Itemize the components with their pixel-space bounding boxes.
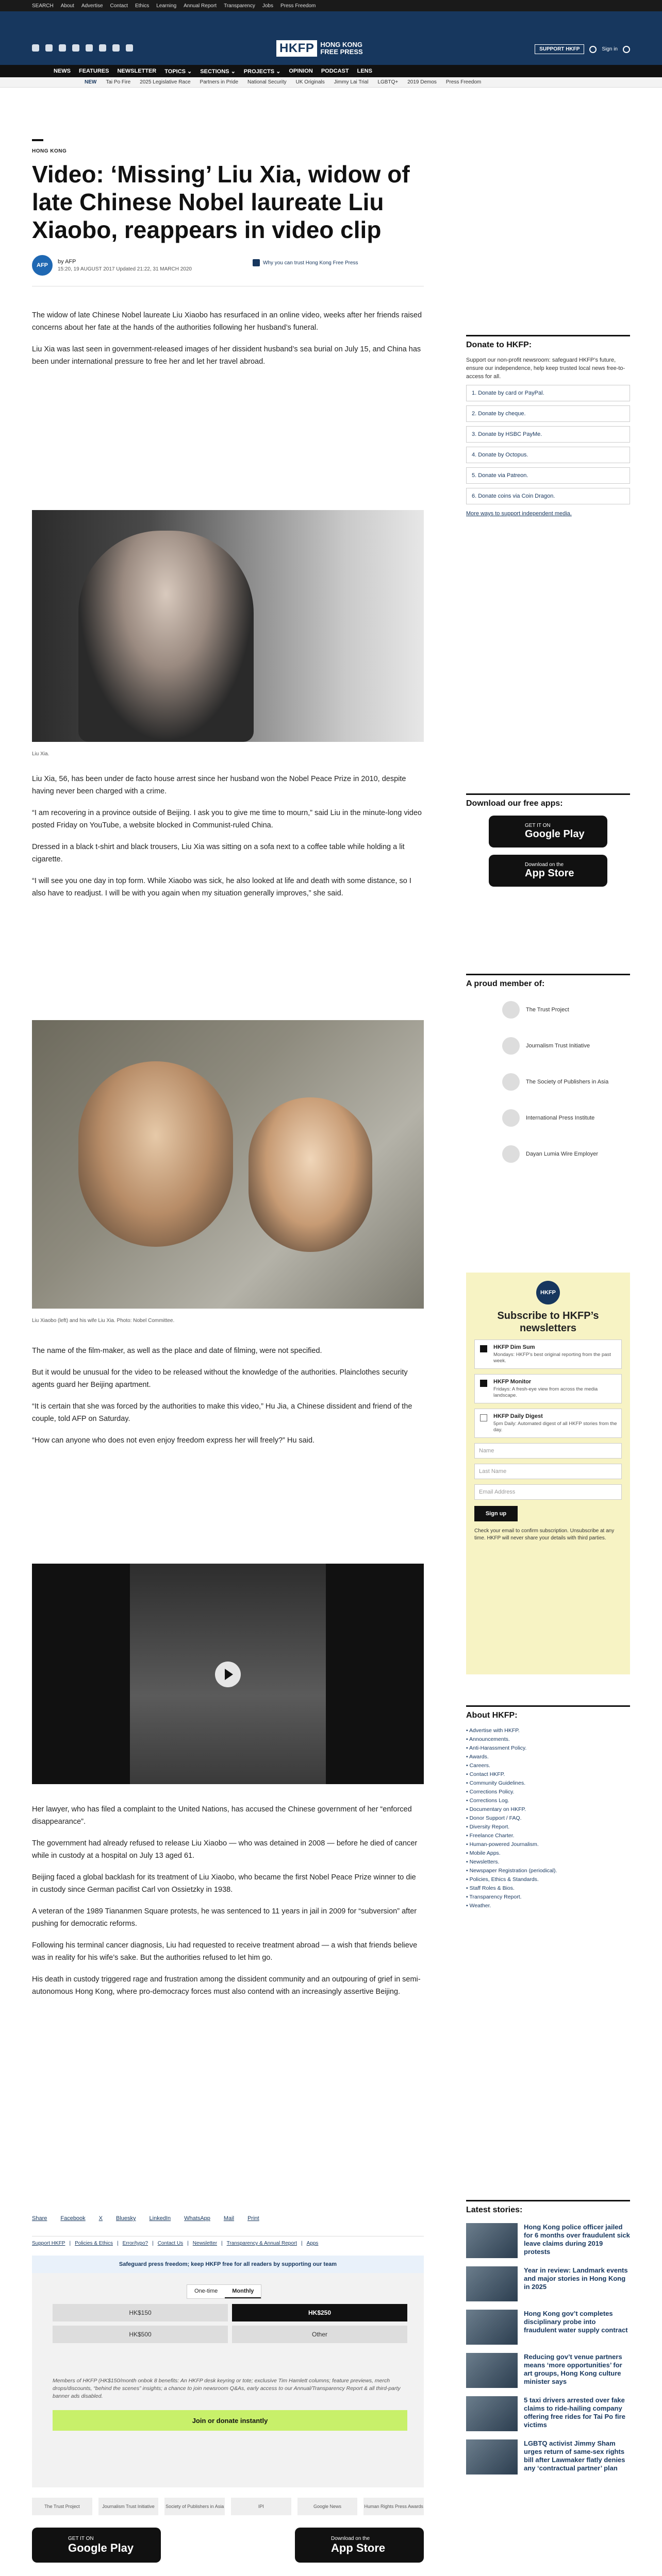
member-logo[interactable] <box>466 1067 630 1097</box>
x-icon[interactable] <box>45 44 53 52</box>
email-field[interactable]: Email Address <box>474 1484 622 1500</box>
nav-lens[interactable]: LENS <box>357 68 372 74</box>
about-link[interactable]: • Newspaper Registration (periodical). <box>466 1867 630 1875</box>
latest-story[interactable] <box>466 2310 630 2345</box>
search-icon[interactable] <box>623 46 630 53</box>
story-thumbnail[interactable] <box>466 2310 518 2345</box>
nav-opinion[interactable]: OPINION <box>289 68 313 74</box>
instagram-icon[interactable] <box>59 44 66 52</box>
about-links <box>466 1726 630 1910</box>
amount-grid <box>53 2304 407 2343</box>
paragraph: Following his terminal cancer diagnosis, Liu had requested to receive treatment abroad — a wish that friends believe was in reality for his wife’s sake. But the authorities refused to let him go. <box>32 1941 418 1962</box>
latest-story[interactable] <box>466 2353 630 2388</box>
threads-icon[interactable] <box>99 44 106 52</box>
paragraph: A veteran of the 1989 Tiananmen Square protests, he was sentenced to 11 years in jail in 2009 for “subversion” after pushing for democratic reforms. <box>32 1907 417 1928</box>
story-headline[interactable]: Reducing gov’t venue partners means ‘more opportunities’ for art groups, Hong Kong culture minister says <box>524 2353 622 2385</box>
photo-subject <box>78 531 254 742</box>
option-name: HKFP Dim Sum <box>493 1344 535 1350</box>
trust-project-icon <box>502 1001 520 1019</box>
nav-topics[interactable]: TOPICS ⌄ <box>164 68 192 75</box>
toggle-monthly[interactable]: Monthly <box>225 2285 261 2298</box>
topbar-contact[interactable]: Contact <box>110 3 128 9</box>
new-badge: NEW <box>85 79 97 85</box>
amount-option-other[interactable]: Other <box>232 2326 407 2343</box>
option-name: HKFP Monitor <box>493 1379 532 1385</box>
link-apps[interactable]: Apps <box>306 2241 319 2246</box>
about-link[interactable]: • Weather. <box>466 1902 630 1910</box>
story-thumbnail[interactable] <box>466 2439 518 2475</box>
nav-news[interactable]: NEWS <box>54 68 71 74</box>
topbar-jobs[interactable]: Jobs <box>262 3 273 9</box>
photo-caption: Liu Xia. <box>32 751 49 757</box>
toggle-one-time[interactable]: One-time <box>187 2285 225 2298</box>
about-heading: About HKFP: <box>466 1705 630 1720</box>
google-play-badge[interactable] <box>489 816 607 848</box>
amount-option[interactable]: HK$150 <box>53 2304 228 2321</box>
badge-big-text: Google Play <box>68 2541 134 2554</box>
hkfp-logo[interactable] <box>276 40 363 57</box>
about-link[interactable]: • Human-powered Journalism. <box>466 1840 630 1849</box>
youtube-icon[interactable] <box>72 44 79 52</box>
article-body-1 <box>32 309 424 377</box>
paragraph: “It is certain that she was forced by the authorities to make this video,” Hu Jia, a Chinese dissident and friend of the couple, told AFP on Saturday. <box>32 1402 412 1423</box>
sign-in-link[interactable]: Sign in <box>602 46 618 52</box>
badge-small-text: GET IT ON <box>525 823 551 828</box>
about-link[interactable]: • Corrections Policy. <box>466 1788 630 1797</box>
donate-intro: Support our non-profit newsroom: safeguard HKFP’s future, ensure our independence, help keep trusted local news free-to-access for all. <box>466 357 625 380</box>
option-desc: Mondays: HKFP’s best original reporting from the past week. <box>493 1352 611 1364</box>
newsletter-option-monitor[interactable] <box>474 1374 622 1403</box>
donate-panel <box>32 2256 424 2487</box>
name-field[interactable]: Name <box>474 1443 622 1459</box>
article-header <box>32 139 455 244</box>
paragraph: His death in custody triggered rage and frustration among the dissident community and an outpouring of grief in semi-autonomous Hong Kong, where pro-democracy forces must also contend with an increasingly assertive Beijing. <box>32 1975 421 1996</box>
badge-big-text: App Store <box>525 868 574 879</box>
jti-logo[interactable]: Journalism Trust Initiative <box>98 2498 159 2515</box>
topbar-advertise[interactable]: Advertise <box>81 3 103 9</box>
topbar-press-freedom[interactable]: Press Freedom <box>280 3 316 9</box>
separator: | <box>187 2241 189 2246</box>
separator: | <box>152 2241 154 2246</box>
newsletter-option-daily-digest[interactable] <box>474 1409 622 1438</box>
app-store-badge[interactable] <box>295 2528 424 2563</box>
trust-chip-label: Why you can trust Hong Kong Free Press <box>263 260 358 266</box>
linkedin-icon[interactable] <box>112 44 120 52</box>
social-links <box>32 44 133 52</box>
title-rule <box>32 139 43 141</box>
frequency-toggle <box>187 2284 261 2299</box>
story-thumbnail[interactable] <box>466 2353 518 2388</box>
member-logo[interactable] <box>466 1103 630 1133</box>
latest-heading: Latest stories: <box>466 2200 630 2215</box>
paragraph: Dressed in a black t-shirt and black trousers, Liu Xia was sitting on a sofa next to a coffee table while holding a lit cigarette. <box>32 843 405 863</box>
member-name: Journalism Trust Initiative <box>526 1042 590 1049</box>
separator: | <box>221 2241 223 2246</box>
sidebar-members <box>466 974 630 1169</box>
paragraph: But it would be unusual for the video to be released without the knowledge of the authorities. Plainclothes security agents guard her Beijing apartment. <box>32 1368 408 1389</box>
hkfp-mini-icon <box>253 259 260 266</box>
about-link[interactable]: • Anti-Harassment Policy. <box>466 1744 630 1753</box>
newsletter-title: Subscribe to HKFP’s newsletters <box>497 1310 599 1334</box>
author-avatar[interactable]: AFP <box>32 255 53 276</box>
badge-small-text: Download on the <box>331 2535 370 2541</box>
trending-jimmy-lai-trial[interactable]: Jimmy Lai Trial <box>334 79 369 85</box>
topbar-search[interactable]: SEARCH <box>32 3 54 9</box>
share-mail[interactable]: Mail <box>223 2215 235 2222</box>
article-body-2 <box>32 773 424 909</box>
jti-icon <box>502 1037 520 1055</box>
sign-up-button[interactable]: Sign up <box>474 1506 518 1521</box>
topbar-transparency[interactable]: Transparency <box>224 3 255 9</box>
article-title: Video: ‘Missing’ Liu Xia, widow of late Chinese Nobel laureate Liu Xiaobo, reappears in video clip <box>32 161 410 243</box>
byline-text <box>58 259 192 272</box>
last-name-field[interactable]: Last Name <box>474 1464 622 1479</box>
about-link[interactable]: • Mobile Apps. <box>466 1849 630 1858</box>
story-headline[interactable]: Hong Kong police officer jailed for 6 months over fraudulent sick leave claims during 2019 protests <box>524 2223 630 2256</box>
whatsapp-icon[interactable] <box>126 44 133 52</box>
about-link[interactable]: • Transparency Report. <box>466 1893 630 1902</box>
trending-legislative-race[interactable]: 2025 Legislative Race <box>140 79 191 85</box>
trending-partners-in-pride[interactable]: Partners in Pride <box>200 79 239 85</box>
trending-lgbtq[interactable]: LGBTQ+ <box>377 79 399 85</box>
site-header <box>0 11 662 65</box>
photo-caption: Liu Xiaobo (left) and his wife Liu Xia. Photo: Nobel Committee. <box>32 1318 175 1324</box>
option-desc: Fridays: A fresh-eye view from across the media landscape. <box>493 1386 598 1398</box>
logo-name-line-1: HONG KONG <box>320 41 362 48</box>
trending-tai-po-fire[interactable]: Tai Po Fire <box>106 79 131 85</box>
caption-1-wrap <box>32 745 424 760</box>
header-actions <box>535 44 630 54</box>
checkbox-checked[interactable] <box>480 1345 487 1352</box>
nav-sections[interactable]: SECTIONS ⌄ <box>200 68 236 75</box>
liu-couple-photo <box>32 1020 424 1309</box>
trust-logos <box>32 2498 424 2515</box>
hkfp-logo-badge: HKFP <box>536 1281 560 1304</box>
separator: | <box>301 2241 303 2246</box>
nav-podcast[interactable]: PODCAST <box>321 68 349 74</box>
nav-newsletter[interactable]: NEWSLETTER <box>117 68 157 74</box>
link-transparency[interactable]: Transparency & Annual Report <box>226 2241 297 2246</box>
topbar-about[interactable]: About <box>60 3 74 9</box>
newsletter-option-dim-sum[interactable] <box>474 1340 622 1369</box>
about-link[interactable]: • Documentary on HKFP. <box>466 1805 630 1814</box>
logo-name <box>320 41 362 56</box>
membership-benefits: Members of HKFP (HK$150/month onbok 8 benefits: An HKFP desk keyring or tote; exclusive Tim Hamlett columns; feature previews, merch drops/discounts, “behind the scenes” insights; a chance to join newsroom Q&As, early access to our Annual/Transparency Report & all third-party banner ads disabled. <box>53 2378 401 2399</box>
trending-bar <box>0 77 662 88</box>
member-name: Dayan Lumia Wire Employer <box>526 1150 598 1157</box>
logo-mark: HKFP <box>276 40 317 57</box>
donate-method[interactable]: 4. Donate by Octopus. <box>466 447 630 463</box>
link-support[interactable]: Support HKFP <box>32 2241 65 2246</box>
donate-method[interactable]: 3. Donate by HSBC PayMe. <box>466 426 630 443</box>
share-print[interactable]: Print <box>247 2215 259 2222</box>
option-name: HKFP Daily Digest <box>493 1413 543 1419</box>
amount-option-selected[interactable]: HK$250 <box>232 2304 407 2321</box>
liu-xia-photo <box>32 510 424 742</box>
sidebar-donate <box>466 335 630 757</box>
nav-projects[interactable]: PROJECTS ⌄ <box>243 68 281 75</box>
separator: | <box>69 2241 71 2246</box>
ipi-logo[interactable]: IPI <box>231 2498 291 2515</box>
share-x[interactable]: X <box>98 2215 103 2222</box>
sidebar-apps <box>466 793 630 887</box>
member-logo[interactable] <box>466 1139 630 1169</box>
byline <box>32 255 192 276</box>
support-hkfp-button[interactable]: SUPPORT HKFP <box>535 44 584 54</box>
member-name: International Press Institute <box>526 1114 595 1121</box>
share-bluesky[interactable]: Bluesky <box>116 2215 136 2222</box>
paragraph: Beijing faced a global backlash for its treatment of Liu Xiaobo, who became the first Nobel Peace Prize winner to die in custody since German pacifist Carl von Ossietzky in 1938. <box>32 1873 416 1894</box>
logo-name-line-2: FREE PRESS <box>320 48 363 56</box>
donate-method[interactable]: 5. Donate via Patreon. <box>466 467 630 484</box>
story-thumbnail[interactable] <box>466 2396 518 2431</box>
main-nav <box>0 65 662 77</box>
bluesky-icon[interactable] <box>86 44 93 52</box>
join-donate-button[interactable]: Join or donate instantly <box>53 2410 407 2431</box>
trending-2019-demos[interactable]: 2019 Demos <box>407 79 437 85</box>
link-contact[interactable]: Contact Us <box>157 2241 184 2246</box>
about-link[interactable]: • Awards. <box>466 1753 630 1761</box>
donate-heading: Donate to HKFP: <box>466 335 630 350</box>
badge-big-text: Google Play <box>525 828 585 840</box>
topbar-learning[interactable]: Learning <box>156 3 177 9</box>
sidebar-about <box>466 1705 630 1910</box>
share-facebook[interactable]: Facebook <box>60 2215 86 2222</box>
badge-small-text: Download on the <box>525 862 564 868</box>
hrpa-logo[interactable]: Human Rights Press Awards <box>363 2498 424 2515</box>
app-store-badges <box>32 2528 424 2563</box>
about-link[interactable]: • Freelance Charter. <box>466 1832 630 1840</box>
app-store-badge[interactable] <box>489 855 607 887</box>
google-news-logo[interactable]: Google News <box>297 2498 358 2515</box>
facebook-icon[interactable] <box>32 44 39 52</box>
caption-2-wrap <box>32 1312 424 1327</box>
link-newsletter[interactable]: Newsletter <box>192 2241 218 2246</box>
sidebar-latest <box>466 2200 630 2475</box>
paragraph: “How can anyone who does not even enjoy freedom express her will freely?” Hu said. <box>32 1436 315 1445</box>
donate-method[interactable]: 6. Donate coins via Coin Dragon. <box>466 488 630 504</box>
option-desc: 5pm Daily: Automated digest of all HKFP stories from the day. <box>493 1421 617 1433</box>
ipi-icon <box>502 1109 520 1127</box>
utility-bar <box>0 0 662 11</box>
story-headline[interactable]: Hong Kong gov’t completes disciplinary probe into fraudulent water supply contract <box>524 2310 628 2334</box>
story-thumbnail[interactable] <box>466 2223 518 2258</box>
story-headline[interactable]: LGBTQ activist Jimmy Sham urges return of same-sex rights bill after Lawmaker flatly denies any ‘contractual partner’ plan <box>524 2439 625 2472</box>
share-bar <box>32 2215 259 2222</box>
paragraph: The widow of late Chinese Nobel laureate Liu Xiaobo has resurfaced in an online video, weeks after her friends raised concerns about her fate at the hands of the authorities following her husband’s funeral. <box>32 311 422 332</box>
checkbox-unchecked[interactable] <box>480 1414 487 1421</box>
paragraph: The government had already refused to release Liu Xiaobo — who was detained in 2008 — before he died of cancer while in custody at a hospital on July 13 aged 61. <box>32 1839 418 1860</box>
donate-method[interactable]: 1. Donate by card or PayPal. <box>466 385 630 401</box>
trust-project-logo[interactable]: The Trust Project <box>32 2498 92 2515</box>
about-link[interactable]: • Community Guidelines. <box>466 1779 630 1788</box>
newsletter-note: Check your email to confirm subscription. Unsubscribe at any time. HKFP will never share your details with third parties. <box>474 1528 615 1541</box>
story-thumbnail[interactable] <box>466 2266 518 2301</box>
apps-heading: Download our free apps: <box>466 793 630 808</box>
latest-story[interactable] <box>466 2223 630 2258</box>
link-policies[interactable]: Policies & Ethics <box>75 2241 113 2246</box>
about-link[interactable]: • Advertise with HKFP. <box>466 1726 630 1735</box>
about-link[interactable]: • Policies, Ethics & Standards. <box>466 1875 630 1884</box>
latest-story[interactable] <box>466 2439 630 2475</box>
article-body-4 <box>32 1803 424 2007</box>
paragraph: Her lawyer, who has filed a complaint to the United Nations, has accused the Chinese government of her “enforced disappearance”. <box>32 1805 412 1826</box>
photo-subject-right <box>249 1097 372 1252</box>
nav-features[interactable]: FEATURES <box>79 68 109 74</box>
topbar-annual-report[interactable]: Annual Report <box>184 3 217 9</box>
article-body-3 <box>32 1345 424 1456</box>
about-link[interactable]: • Contact HKFP. <box>466 1770 630 1779</box>
latest-story[interactable] <box>466 2396 630 2431</box>
publish-dates: 15:20, 19 AUGUST 2017 Updated 21:22, 31 MARCH 2020 <box>58 266 192 272</box>
member-name: The Society of Publishers in Asia <box>526 1078 609 1085</box>
checkbox-checked[interactable] <box>480 1380 487 1387</box>
share-label: Share <box>32 2215 47 2222</box>
footer-links <box>32 2236 424 2246</box>
about-link[interactable]: • Donor Support / FAQ. <box>466 1814 630 1823</box>
trust-chip[interactable] <box>253 259 358 266</box>
google-play-badge[interactable] <box>32 2528 161 2563</box>
author-name[interactable]: by AFP <box>58 259 76 265</box>
video-embed[interactable] <box>32 1564 424 1784</box>
play-icon[interactable] <box>215 1662 241 1687</box>
paragraph: “I am recovering in a province outside of Beijing. I ask you to give me time to mourn,” said Liu in the minute-long video posted Friday on YouTube, a website blocked in Communist-ruled China. <box>32 809 422 829</box>
paragraph: Liu Xia, 56, has been under de facto house arrest since her husband won the Nobel Peace Prize in 2010, despite having never been charged with a crime. <box>32 775 406 795</box>
member-logo[interactable] <box>466 995 630 1025</box>
about-link[interactable]: • Diversity Report. <box>466 1823 630 1832</box>
about-link[interactable]: • Newsletters. <box>466 1858 630 1867</box>
sopa-icon <box>502 1073 520 1091</box>
paragraph: The name of the film-maker, as well as the place and date of filming, were not specified. <box>32 1347 322 1355</box>
share-linkedin[interactable]: LinkedIn <box>149 2215 171 2222</box>
separator: | <box>117 2241 119 2246</box>
about-link[interactable]: • Careers. <box>466 1761 630 1770</box>
members-heading: A proud member of: <box>466 974 630 989</box>
photo-subject-left <box>78 1061 233 1247</box>
story-headline[interactable]: 5 taxi drivers arrested over fake claims to ride-hailing company offering free rides for Tai Po fire victims <box>524 2396 625 2429</box>
link-error[interactable]: Error/typo? <box>122 2241 148 2246</box>
badge-small-text: GET IT ON <box>68 2535 94 2541</box>
amount-option[interactable]: HK$500 <box>53 2326 228 2343</box>
about-link[interactable]: • Staff Roles & Bios. <box>466 1884 630 1893</box>
donate-method[interactable]: 2. Donate by cheque. <box>466 405 630 422</box>
sopa-logo[interactable]: Society of Publishers in Asia <box>164 2498 225 2515</box>
donate-banner: Safeguard press freedom; keep HKFP free for all readers by supporting our team <box>32 2256 424 2273</box>
about-link[interactable]: • Corrections Log. <box>466 1797 630 1805</box>
paragraph: Liu Xia was last seen in government-released images of her dissident husband’s sea burial on July 15, and China has been under international pressure to free her and let her travel abroad. <box>32 345 421 366</box>
article-kicker[interactable]: HONG KONG <box>32 148 67 154</box>
more-ways-link[interactable]: More ways to support independent media. <box>466 511 572 517</box>
member-name: The Trust Project <box>526 1006 569 1013</box>
trending-national-security[interactable]: National Security <box>247 79 287 85</box>
topbar-ethics[interactable]: Ethics <box>135 3 150 9</box>
member-logo[interactable] <box>466 1031 630 1061</box>
story-headline[interactable]: Year in review: Landmark events and major stories in Hong Kong in 2025 <box>524 2266 628 2291</box>
employer-icon <box>502 1145 520 1163</box>
user-icon[interactable] <box>589 46 597 53</box>
trending-press-freedom[interactable]: Press Freedom <box>445 79 482 85</box>
newsletter-signup <box>466 1273 630 1674</box>
latest-story[interactable] <box>466 2266 630 2301</box>
badge-big-text: App Store <box>331 2541 386 2554</box>
about-link[interactable]: • Announcements. <box>466 1735 630 1744</box>
trending-uk-originals[interactable]: UK Originals <box>295 79 325 85</box>
paragraph: “I will see you one day in top form. While Xiaobo was sick, he also looked at life and death with some distance, so I also have to readjust. I will be with you again when my situation generally improves,” she said. <box>32 877 411 897</box>
share-whatsapp[interactable]: WhatsApp <box>184 2215 210 2222</box>
